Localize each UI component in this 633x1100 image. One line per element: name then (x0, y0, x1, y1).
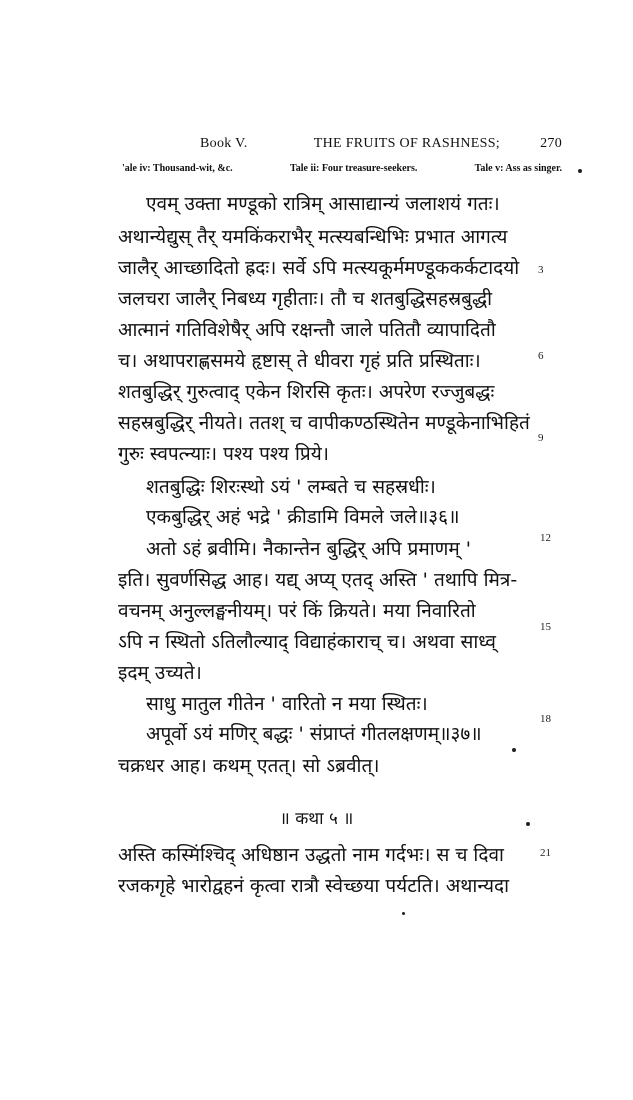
verse-line: अपूर्वो ऽयं मणिर् बद्धः ' संप्राप्तं गीतलक्षणम्॥३७॥ (146, 723, 482, 745)
text-line: शतबुद्धिर् गुरुत्वाद् एकेन शिरसि कृतः। अपरेण रज्जुबद्धः (118, 381, 495, 403)
line-number: 21 (540, 847, 551, 859)
line-number: 9 (538, 432, 544, 444)
tale-subheader (122, 163, 562, 174)
text-line: आत्मानं गतिविशेषैर् अपि रक्षन्तौ जाले पतितौ व्यापादितौ (118, 319, 496, 341)
text-line: अथान्येद्युस् तैर् यमकिंकराभैर् मत्स्यबन्धिभिः प्रभात आगत्य (118, 226, 508, 248)
header-dot-mark (578, 169, 582, 173)
subheader-right: Tale v: Ass as singer. (474, 163, 562, 174)
text-line: गुरुः स्वपत्न्याः। पश्य पश्य प्रिये। (118, 443, 329, 465)
header-book: Book V. (200, 136, 248, 151)
text-line: एवम् उक्ता मण्डूको रात्रिम् आसाद्यान्यं जलाशयं गतः। (146, 193, 500, 215)
margin-dot-mark (512, 748, 516, 752)
margin-dot-mark (526, 822, 530, 826)
line-number: 18 (540, 713, 551, 725)
text-line: सहस्रबुद्धिर् नीयते। ततश् च वापीकण्ठस्थितेन मण्डूकेनाभिहितं (118, 412, 530, 434)
bottom-dot-mark (402, 912, 405, 915)
tale-heading: ॥ कथा ५ ॥ (279, 809, 354, 829)
line-number: 6 (538, 350, 544, 362)
text-line: जालैर् आच्छादितो ह्रदः। सर्वे ऽपि मत्स्यकूर्ममण्डूककर्कटादयो (118, 257, 520, 279)
text-line: ऽपि न स्थितो ऽतिलौल्याद् विद्याहंकाराच् च। अथवा साध्व् (118, 631, 496, 653)
text-line: रजकगृहे भारोद्वहनं कृत्वा रात्रौ स्वेच्छया पर्यटति। अथान्यदा (118, 875, 509, 897)
text-line: च। अथापराह्णसमये हृष्टास् ते धीवरा गृहं प्रति प्रस्थिताः। (118, 350, 481, 372)
text-line: इति। सुवर्णसिद्ध आह। यद्य् अप्य् एतद् अस्ति ' तथापि मित्र- (118, 569, 518, 591)
text-line: इदम् उच्यते। (118, 662, 202, 684)
text-line: अतो ऽहं ब्रवीमि। नैकान्तेन बुद्धिर् अपि प्रमाणम् ' (146, 538, 471, 560)
page-number: 270 (540, 136, 562, 151)
line-number: 3 (538, 264, 544, 276)
text-line: चक्रधर आह। कथम् एतत्। सो ऽब्रवीत्। (118, 755, 380, 777)
line-number: 15 (540, 621, 551, 633)
verse-line: साधु मातुल गीतेन ' वारितो न मया स्थितः। (146, 693, 428, 715)
running-header (200, 136, 560, 152)
text-line: वचनम् अनुल्लङ्घनीयम्। परं किं क्रियते। मया निवारितो (118, 600, 476, 622)
text-line: जलचरा जालैर् निबध्य गृहीताः। तौ च शतबुद्धिसहस्रबुद्धी (118, 288, 493, 310)
verse-line: शतबुद्धिः शिरःस्थो ऽयं ' लम्बते च सहस्रधीः। (146, 476, 436, 498)
header-title: THE FRUITS OF RASHNESS; (313, 136, 500, 151)
subheader-left: 'ale iv: Thousand-wit, &c. (122, 163, 233, 174)
line-number: 12 (540, 532, 551, 544)
verse-line: एकबुद्धिर् अहं भद्रे ' क्रीडामि विमले जले॥३६॥ (146, 506, 460, 528)
text-line: अस्ति कस्मिंश्चिद् अधिष्ठान उद्धतो नाम गर्दभः। स च दिवा (118, 844, 504, 866)
subheader-center: Tale ii: Four treasure-seekers. (289, 163, 418, 174)
